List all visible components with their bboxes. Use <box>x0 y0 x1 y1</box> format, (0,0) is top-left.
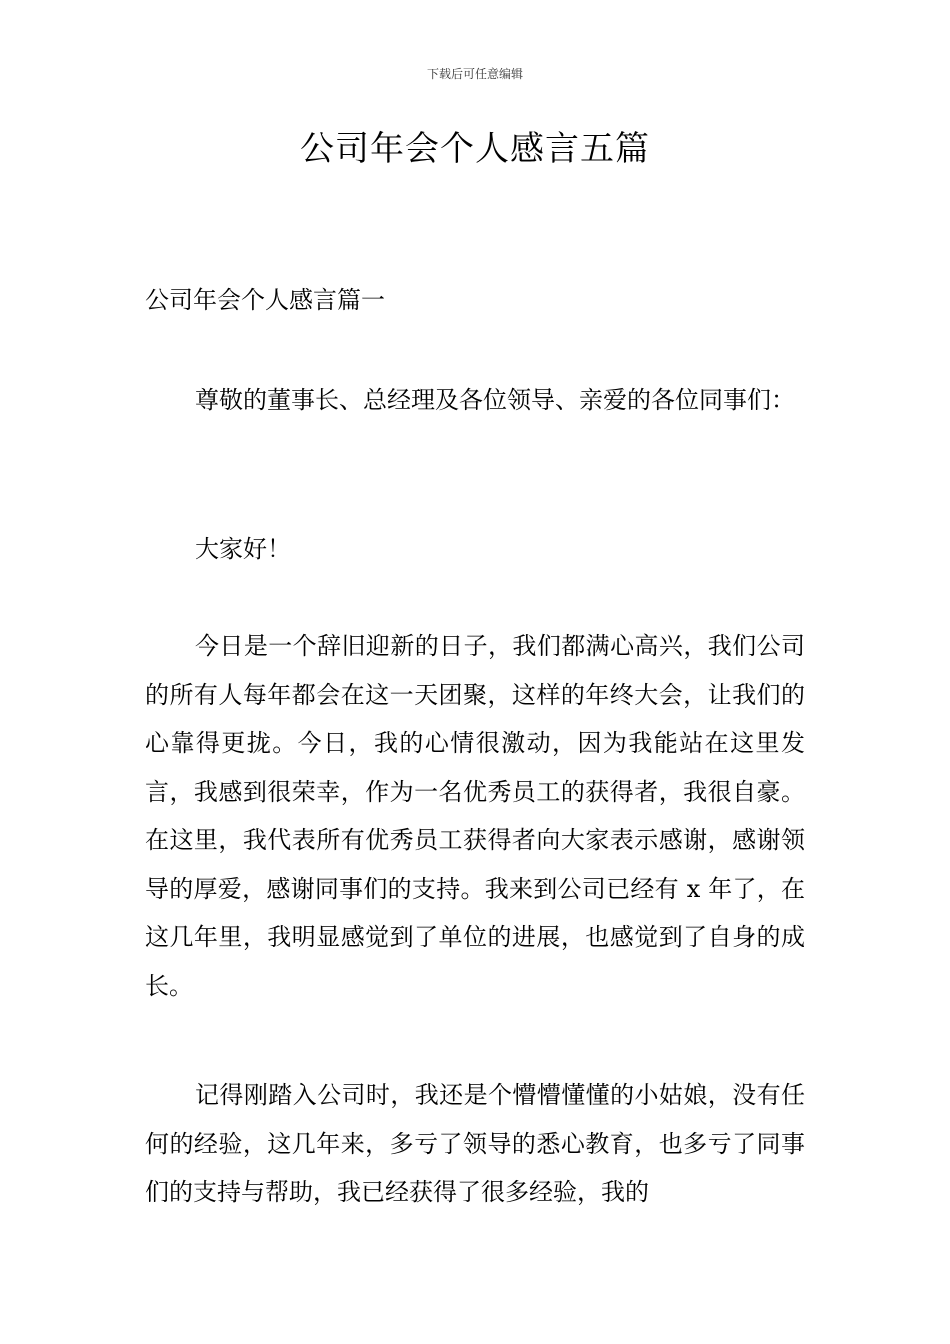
paragraph-body-2: 记得刚踏入公司时，我还是个懵懵懂懂的小姑娘，没有任何的经验，这几年来，多亏了领导的悉心教育，也多亏了同事们的支持与帮助，我已经获得了很多经验，我的 <box>145 1081 805 1206</box>
paragraph-salutation: 尊敬的董事长、总经理及各位领导、亲爱的各位同事们： <box>195 386 795 414</box>
document-title: 公司年会个人感言五篇 <box>300 129 650 169</box>
paragraph-greeting: 大家好！ <box>195 535 291 563</box>
section-heading: 公司年会个人感言篇一 <box>145 286 385 314</box>
paragraph-body-1: 今日是一个辞旧迎新的日子，我们都满心高兴，我们公司的所有人每年都会在这一天团聚，这样的年终大会，让我们的心靠得更拢。今日，我的心情很激动，因为我能站在这里发言，我感到很荣幸，作为一名优秀员工的获得者，我很自豪。在这里，我代表所有优秀员工获得者向大家表示感谢，感谢领导的厚爱，感谢同事们的支持。我来到公司已经有 x 年了，在这几年里，我明显感觉到了单位的进展，也感觉到了自身的成长。 <box>145 632 805 1000</box>
header-note: 下载后可任意编辑 <box>426 67 523 81</box>
